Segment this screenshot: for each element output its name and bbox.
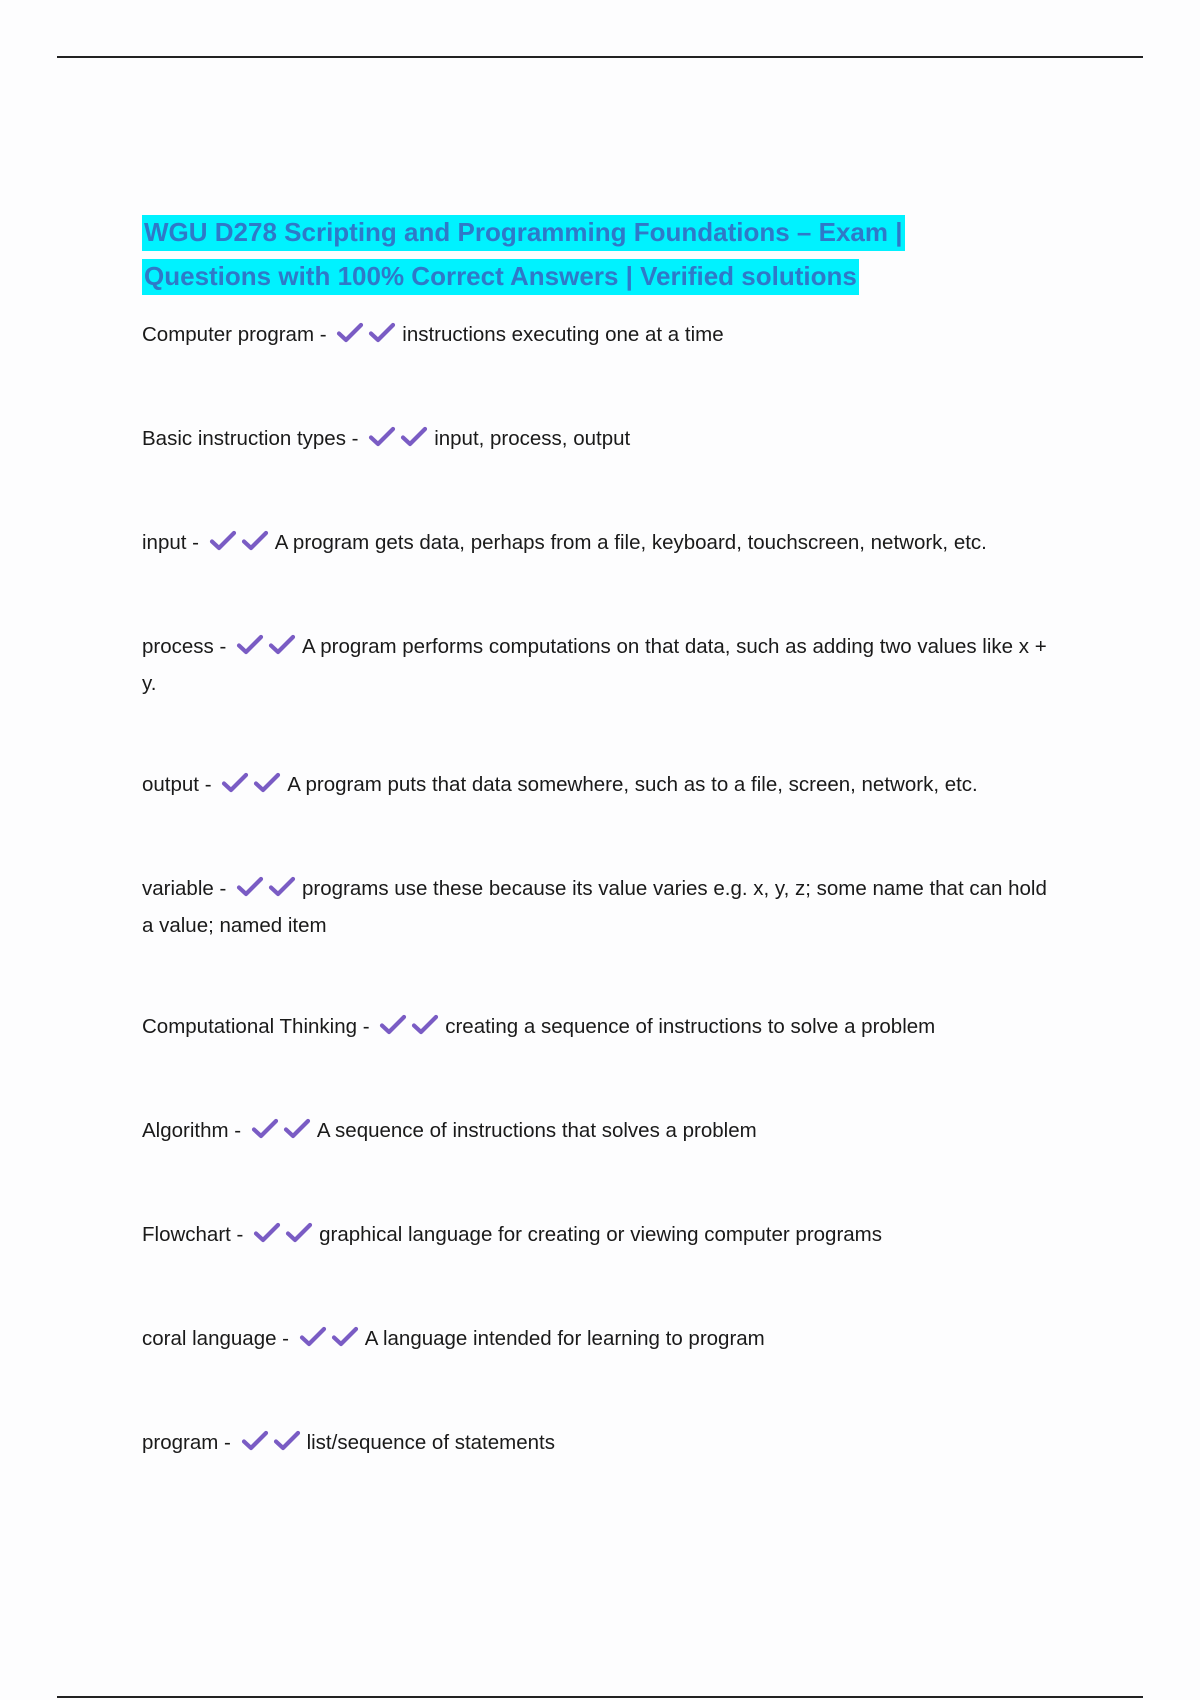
qa-item xyxy=(142,1322,1062,1359)
check-marks xyxy=(379,1013,443,1047)
check-icon xyxy=(241,530,269,552)
check-icon xyxy=(368,426,396,448)
check-icon xyxy=(285,1222,313,1244)
qa-item xyxy=(142,526,1062,563)
qa-term: Computational Thinking - xyxy=(142,1015,370,1038)
qa-term: input - xyxy=(142,531,199,554)
check-marks xyxy=(241,1429,305,1463)
qa-item xyxy=(142,1114,1062,1151)
check-icon xyxy=(379,1014,407,1036)
qa-answer: programs use these because its value varies e.g. x, y, z; some name that can hold a value; named item xyxy=(142,877,1047,937)
check-marks xyxy=(251,1117,315,1151)
qa-item xyxy=(142,872,1062,943)
qa-item xyxy=(142,1426,1062,1463)
qa-term: Flowchart - xyxy=(142,1223,244,1246)
qa-answer: A program gets data, perhaps from a file, keyboard, touchscreen, network, etc. xyxy=(274,531,987,554)
check-icon xyxy=(331,1326,359,1348)
qa-item xyxy=(142,630,1062,701)
check-marks xyxy=(209,529,273,563)
check-marks xyxy=(236,875,300,909)
qa-item xyxy=(142,318,1062,355)
check-icon xyxy=(268,634,296,656)
check-marks xyxy=(236,633,300,667)
qa-answer: A program puts that data somewhere, such as to a file, screen, network, etc. xyxy=(287,773,978,796)
qa-term: Algorithm - xyxy=(142,1119,242,1142)
check-icon xyxy=(336,322,364,344)
check-icon xyxy=(253,1222,281,1244)
qa-answer: list/sequence of statements xyxy=(306,1431,555,1454)
qa-item xyxy=(142,768,1062,805)
bottom-rule xyxy=(57,1696,1143,1698)
check-icon xyxy=(236,876,264,898)
check-marks xyxy=(368,425,432,459)
qa-item xyxy=(142,1218,1062,1255)
check-icon xyxy=(299,1326,327,1348)
document-body xyxy=(142,210,1062,1530)
title-line-2: Questions with 100% Correct Answers | Verified solutions xyxy=(142,259,859,295)
qa-item xyxy=(142,1010,1062,1047)
top-rule xyxy=(57,56,1143,58)
qa-term: variable - xyxy=(142,877,227,900)
document-title xyxy=(142,210,1062,298)
qa-term: Computer program - xyxy=(142,323,327,346)
check-icon xyxy=(209,530,237,552)
check-icon xyxy=(251,1118,279,1140)
qa-answer: A sequence of instructions that solves a problem xyxy=(316,1119,757,1142)
qa-answer: input, process, output xyxy=(434,427,631,450)
check-icon xyxy=(273,1430,301,1452)
check-icon xyxy=(253,772,281,794)
check-marks xyxy=(299,1325,363,1359)
check-icon xyxy=(368,322,396,344)
title-line-1: WGU D278 Scripting and Programming Foundations – Exam | xyxy=(142,215,905,251)
qa-answer: creating a sequence of instructions to solve a problem xyxy=(445,1015,936,1038)
qa-term: Basic instruction types - xyxy=(142,427,359,450)
qa-item xyxy=(142,422,1062,459)
qa-answer: A program performs computations on that data, such as adding two values like x + y. xyxy=(142,635,1047,695)
check-marks xyxy=(221,771,285,805)
check-icon xyxy=(411,1014,439,1036)
qa-list xyxy=(142,318,1062,1463)
check-icon xyxy=(236,634,264,656)
qa-term: output - xyxy=(142,773,212,796)
check-marks xyxy=(336,321,400,355)
qa-answer: graphical language for creating or viewing computer programs xyxy=(319,1223,883,1246)
qa-answer: A language intended for learning to program xyxy=(364,1327,765,1350)
qa-term: coral language - xyxy=(142,1327,290,1350)
check-icon xyxy=(221,772,249,794)
check-icon xyxy=(400,426,428,448)
check-icon xyxy=(283,1118,311,1140)
check-marks xyxy=(253,1221,317,1255)
check-icon xyxy=(241,1430,269,1452)
qa-term: process - xyxy=(142,635,227,658)
check-icon xyxy=(268,876,296,898)
qa-answer: instructions executing one at a time xyxy=(402,323,724,346)
qa-term: program - xyxy=(142,1431,231,1454)
